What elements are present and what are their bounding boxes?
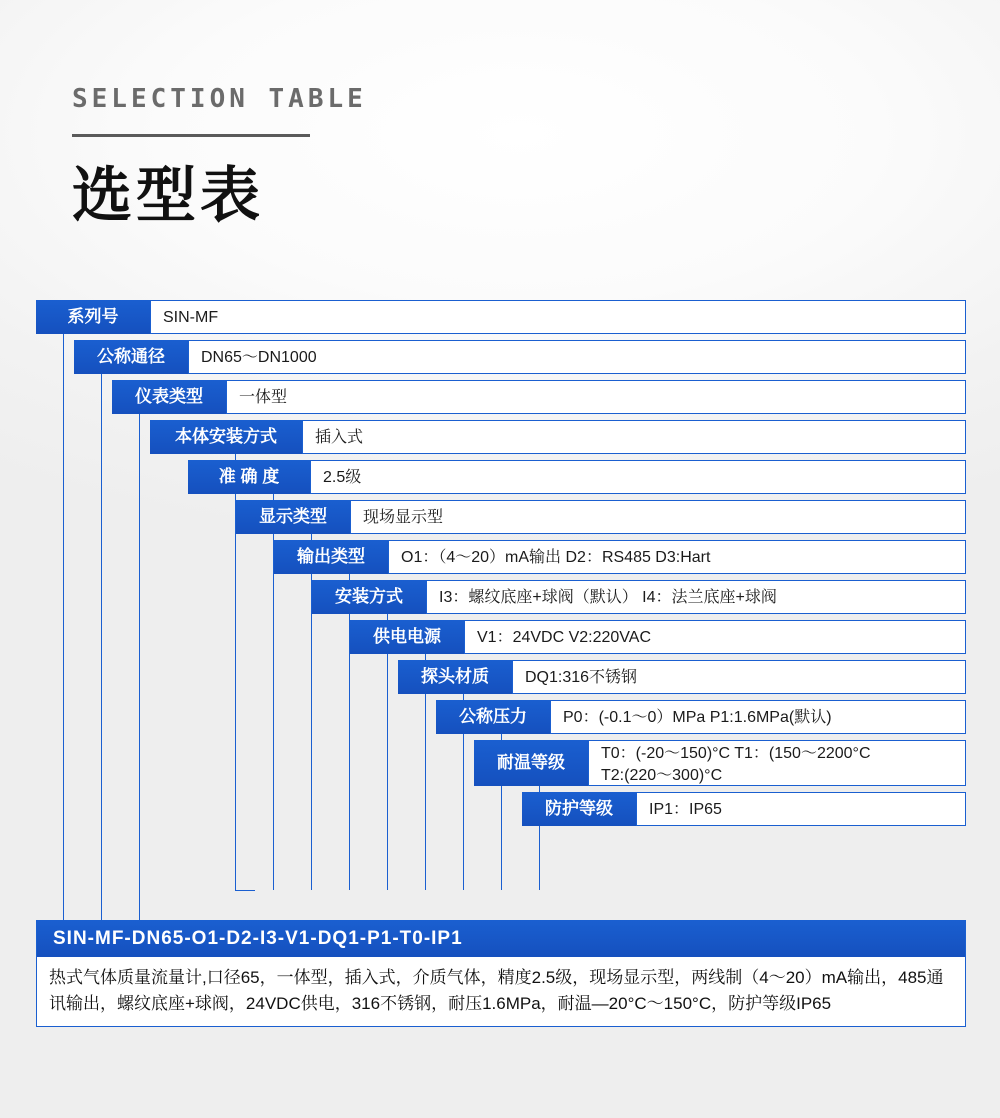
- row-label-meter-type: 仪表类型: [112, 380, 226, 414]
- row-value-mounting-body: 插入式: [302, 420, 966, 454]
- row-label-protection-grade: 防护等级: [522, 792, 636, 826]
- connector-line: [387, 614, 388, 890]
- table-row: [36, 340, 966, 380]
- connector-line: [101, 374, 102, 920]
- table-row: [36, 380, 966, 420]
- connector-line: [139, 414, 140, 920]
- temperature-grade-line1: T0：(-20～150)°C T1：(150～2200°C: [601, 745, 871, 762]
- page-title-en: SELECTION TABLE: [72, 84, 367, 114]
- selection-table: [36, 300, 966, 832]
- page-title-cn: 选型表: [72, 162, 264, 229]
- row-label-accuracy: 准 确 度: [188, 460, 310, 494]
- row-label-power-supply: 供电电源: [350, 620, 464, 654]
- row-value-accuracy: 2.5级: [310, 460, 966, 494]
- row-value-diameter: DN65～DN1000: [188, 340, 966, 374]
- connector-line: [63, 334, 64, 920]
- row-label-display-type: 显示类型: [236, 500, 350, 534]
- table-row: [36, 540, 966, 580]
- row-value-temperature-grade: [588, 740, 966, 786]
- row-label-output-type: 输出类型: [274, 540, 388, 574]
- row-value-output-type: O1：（4～20）mA输出 D2：RS485 D3:Hart: [388, 540, 966, 574]
- row-label-nominal-pressure: 公称压力: [436, 700, 550, 734]
- row-value-series: SIN-MF: [150, 300, 966, 334]
- table-row: [36, 500, 966, 540]
- result-model-code: SIN-MF-DN65-O1-D2-I3-V1-DQ1-P1-T0-IP1: [37, 921, 965, 957]
- temperature-grade-line2: T2:(220～300)°C: [601, 767, 723, 784]
- table-row: [36, 740, 966, 792]
- row-label-mounting-body: 本体安装方式: [150, 420, 302, 454]
- row-value-nominal-pressure: P0：(-0.1～0）MPa P1:1.6MPa(默认): [550, 700, 966, 734]
- table-row: [36, 620, 966, 660]
- row-value-probe-material: DQ1:316不锈钢: [512, 660, 966, 694]
- table-row: [36, 300, 966, 340]
- result-description: 热式气体质量流量计,口径65，一体型，插入式，介质气体，精度2.5级，现场显示型，两线制（4～20）mA输出，485通讯输出，螺纹底座+球阀，24VDC供电，316不锈钢，耐压1.6MPa，耐温—20°C～150°C，防护等级IP65: [49, 968, 944, 1013]
- row-value-install-method: I3：螺纹底座+球阀（默认） I4：法兰底座+球阀: [426, 580, 966, 614]
- table-row: [36, 660, 966, 700]
- table-row: [36, 420, 966, 460]
- row-value-protection-grade: IP1：IP65: [636, 792, 966, 826]
- row-label-diameter: 公称通径: [74, 340, 188, 374]
- connector-line: [139, 920, 159, 921]
- table-row: [36, 460, 966, 500]
- result-block: [36, 920, 966, 1027]
- row-value-power-supply: V1：24VDC V2:220VAC: [464, 620, 966, 654]
- page-header: [72, 84, 572, 230]
- row-label-temperature-grade: 耐温等级: [474, 740, 588, 786]
- row-label-probe-material: 探头材质: [398, 660, 512, 694]
- row-value-display-type: 现场显示型: [350, 500, 966, 534]
- row-label-series: 系列号: [36, 300, 150, 334]
- row-label-install-method: 安装方式: [312, 580, 426, 614]
- title-divider: [72, 134, 310, 137]
- connector-line: [101, 920, 121, 921]
- row-value-meter-type: 一体型: [226, 380, 966, 414]
- table-row: [36, 580, 966, 620]
- connector-line: [235, 890, 255, 891]
